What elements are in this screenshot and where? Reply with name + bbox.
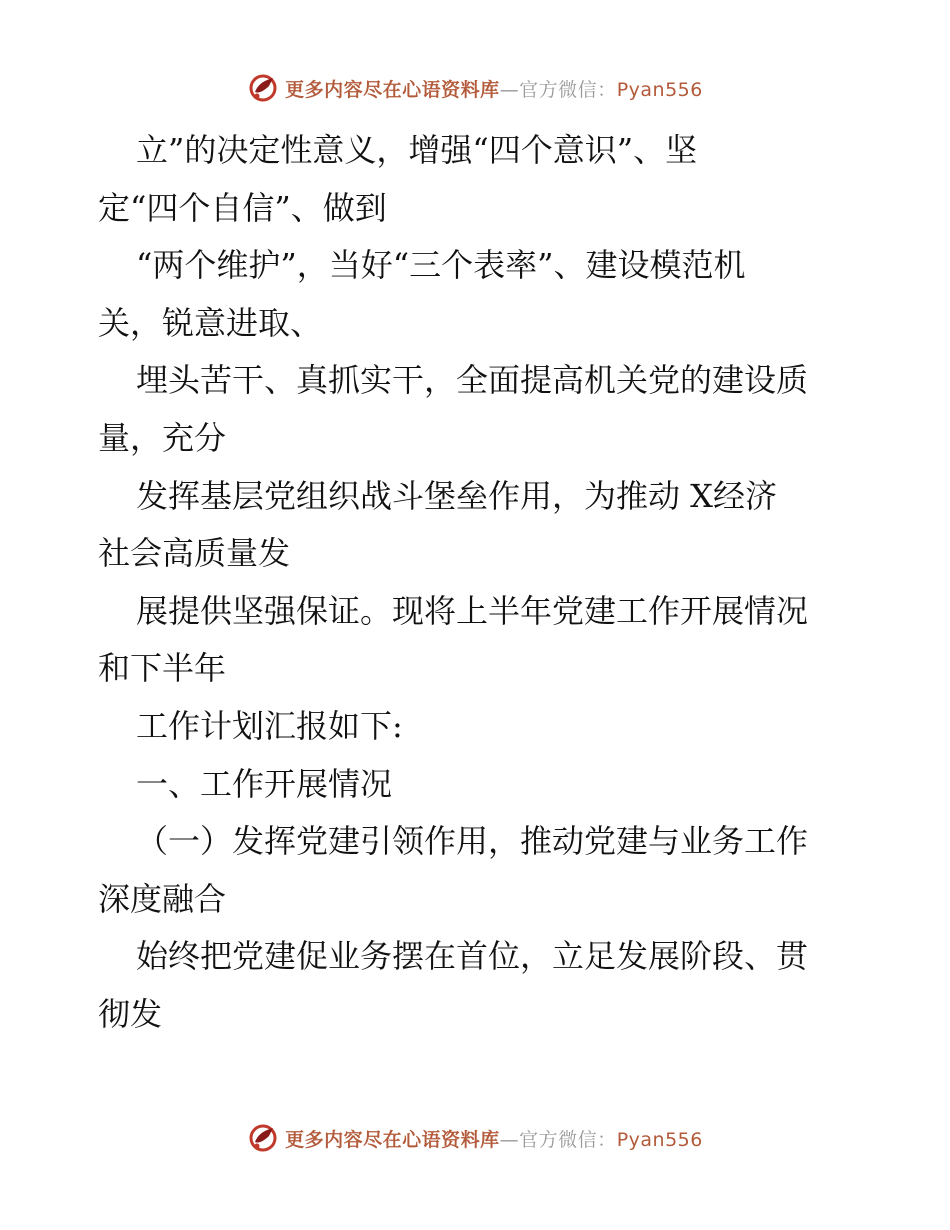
header-watermark (0, 72, 950, 104)
text-line: 展提供坚强保证。现将上半年党建工作开展情况 (136, 591, 809, 630)
text-line: 彻发 (98, 994, 163, 1033)
text-line: 发挥基层党组织战斗堡垒作用，为推动 X经济 (136, 476, 777, 515)
text-line: 始终把党建促业务摆在首位，立足发展阶段、贯 (136, 937, 809, 976)
watermark-wechat-id: Pyan556 (616, 78, 703, 101)
watermark-text (285, 75, 703, 102)
watermark-wechat-id: Pyan556 (616, 1128, 703, 1151)
section-heading: 一、工作开展情况 (136, 764, 393, 803)
text-line: 量，充分 (98, 418, 227, 457)
watermark-wechat-label: —官方微信： (499, 78, 617, 101)
text-line: 深度融合 (98, 879, 227, 918)
brush-logo-icon (247, 72, 279, 104)
text-line: “两个维护”，当好“三个表率”、建设模范机 (136, 246, 746, 285)
watermark-text (285, 1125, 703, 1152)
watermark-brand-text: 更多内容尽在心语资料库 (285, 1128, 500, 1151)
text-line: 定“四个自信”、做到 (98, 188, 387, 227)
watermark-wechat-label: —官方微信： (499, 1128, 617, 1151)
text-line: 埋头苦干、真抓实干，全面提高机关党的建设质 (136, 361, 809, 400)
watermark-brand-text: 更多内容尽在心语资料库 (285, 78, 500, 101)
text-line: 关，锐意进取、 (98, 303, 323, 342)
text-line: 社会高质量发 (98, 534, 291, 573)
subsection-heading: （一）发挥党建引领作用，推动党建与业务工作 (136, 822, 809, 861)
brush-logo-icon (247, 1122, 279, 1154)
footer-watermark (0, 1122, 950, 1154)
document-body (98, 122, 858, 1044)
text-line: 工作计划汇报如下: (136, 706, 403, 745)
text-line: 和下半年 (98, 649, 227, 688)
text-line: 立”的决定性意义，增强“四个意识”、坚 (136, 131, 698, 169)
